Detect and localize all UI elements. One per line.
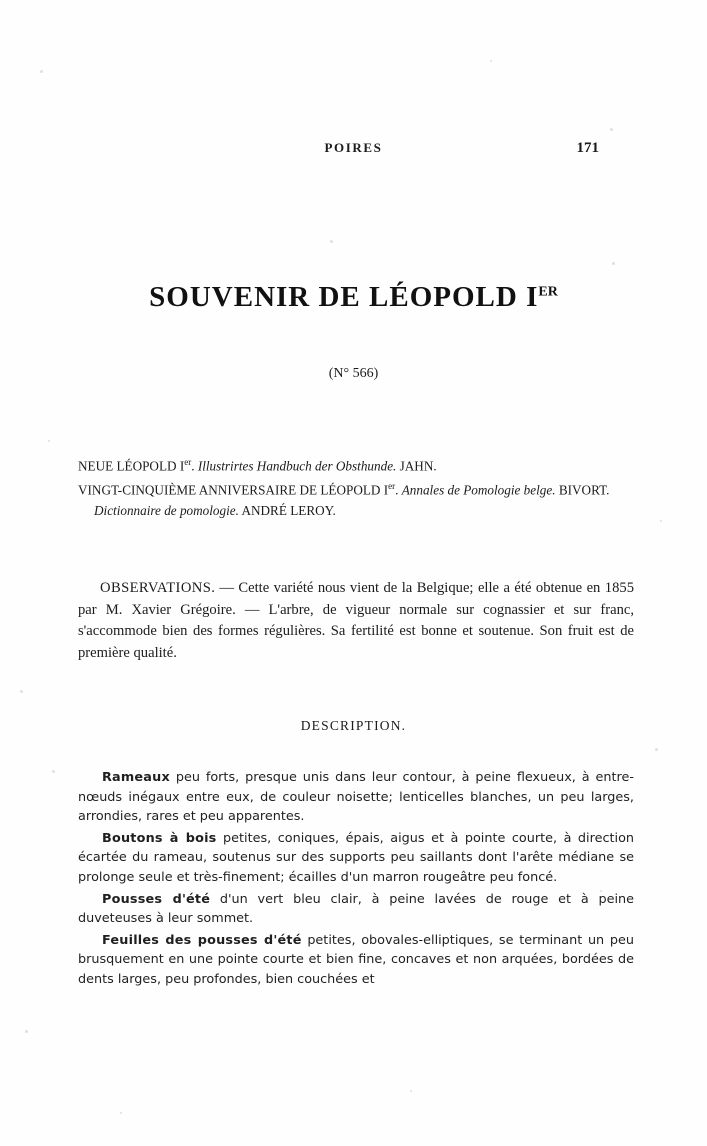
paper-speck [660, 520, 662, 522]
page-title-text: SOUVENIR DE LÉOPOLD I [149, 281, 539, 314]
description-term: Pousses d'été [102, 891, 211, 907]
references-block [78, 452, 630, 521]
description-body [78, 768, 634, 990]
paper-speck [52, 770, 55, 773]
paper-speck [490, 60, 492, 62]
reference-name: VINGT-CINQUIÈME ANNIVERSAIRE DE LÉOPOLD I [78, 482, 389, 498]
page-title-superscript: ER [538, 284, 558, 300]
paper-speck [610, 128, 613, 131]
observations-label: OBSERVATIONS [100, 580, 212, 596]
reference-author: ANDRÉ LEROY. [238, 502, 336, 518]
description-text: petites, coniques, épais, aigus et à pointe courte, à direction écartée du rameau, soutenus sur des supports peu saillants dont l'arête médiane se prolonge seule et très-finement; écailles d'un marron rougeâtre peu foncé. [78, 830, 635, 885]
paper-speck [330, 240, 333, 243]
reference-name: NEUE LÉOPOLD I [78, 458, 185, 474]
reference-source: Annales de Pomologie belge. [401, 482, 556, 498]
reference-source: Illustrirtes Handbuch der Obsthunde. [197, 458, 397, 474]
reference-sep: . [191, 458, 198, 474]
reference-entry [78, 501, 630, 521]
reference-author: JAHN. [396, 458, 437, 474]
page-number: 171 [576, 140, 599, 156]
paper-speck [410, 1090, 412, 1092]
paper-speck [612, 262, 615, 265]
paper-speck [40, 70, 43, 73]
description-text: peu forts, presque unis dans leur contour, à peine flexueux, à entre-nœuds inégaux entre eux, de couleur noisette; lenticelles blanches, un peu larges, arrondies, rares et peu apparentes. [78, 770, 634, 825]
description-paragraph [78, 890, 634, 929]
reference-suffix: er [388, 481, 396, 492]
description-term: Feuilles des pousses d'été [102, 932, 302, 948]
description-paragraph [78, 931, 634, 990]
page-title [0, 281, 707, 314]
paper-speck [120, 1112, 122, 1114]
description-paragraph [78, 768, 634, 827]
description-paragraph [78, 829, 634, 888]
description-text: petites, obovales-elliptiques, se terminant un peu brusquement en une pointe courte et bien fine, concaves et non arquées, bordées de dents larges, peu profondes, bien couchées et [78, 932, 634, 987]
description-text: d'un vert bleu clair, à peine lavées de rouge et à peine duveteuses à leur sommet. [78, 891, 634, 927]
reference-source: Dictionnaire de pomologie. [94, 502, 239, 518]
reference-entry [78, 476, 630, 500]
catalogue-number: (N° 566) [328, 366, 379, 381]
running-head [0, 140, 707, 160]
description-term: Rameaux [102, 770, 170, 785]
reference-sep: . [395, 482, 402, 498]
observations-text: . — Cette variété nous vient de la Belgique; elle a été obtenue en 1855 par M. Xavier Grégoire. — L'arbre, de vigueur normale sur cognassier et sur franc, s'accommode bien des formes régulières. Sa fertilité est bonne et soutenue. Son fruit est de première qualité. [78, 580, 634, 661]
description-term: Boutons à bois [102, 830, 217, 846]
running-head-title: POIRES [324, 140, 383, 155]
reference-author: BIVORT. [555, 482, 610, 498]
paper-speck [25, 1030, 28, 1033]
paper-speck [655, 748, 658, 751]
section-heading-description: DESCRIPTION. [300, 718, 407, 733]
paper-speck [48, 440, 50, 442]
observations-paragraph [78, 578, 634, 664]
reference-entry [78, 452, 630, 476]
reference-suffix: er [184, 457, 192, 467]
paper-speck [20, 690, 23, 693]
